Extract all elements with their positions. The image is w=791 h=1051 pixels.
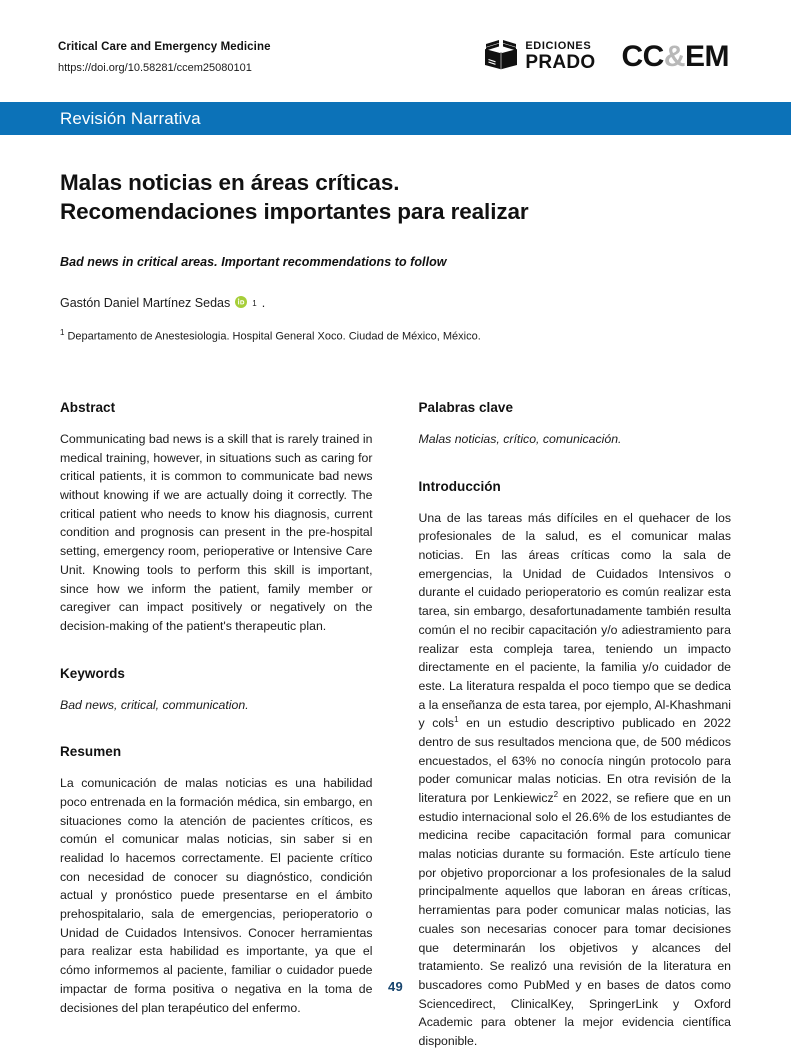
brand-ampersand: & <box>663 39 685 73</box>
palabras-clave-paragraph: Malas noticias, crítico, comunicación. <box>418 432 622 446</box>
open-book-icon <box>484 38 518 75</box>
masthead-journal-info <box>58 38 271 75</box>
page-number: 49 <box>387 979 404 994</box>
palabras-clave-heading: Palabras clave <box>418 400 514 415</box>
publisher-name-line1: EDICIONES <box>525 40 592 52</box>
publisher-logo <box>484 38 595 75</box>
author-line <box>60 296 729 311</box>
abstract-paragraph: Communicating bad news is a skill that is rarely trained in medical training, however, in situations such as caring for critical patients, it is common to communicate bad news without knowing if we are actually doing it correctly. The critical patient who needs to know his diagnosis, current condition and prognosis can present in the pre-hospital setting, emergency room, perioperative or Intensive Care Unit. Knowing tools to perform this skill is important, since how we inform the patient, family member or caregiver can impact positively or negatively on the decision-making of the patient's therapeutic plan. <box>60 432 373 633</box>
introduccion-text-part1: Una de las tareas más difíciles en el quehacer de los profesionales de la salud, es el comunicar malas noticias. En las áreas críticas como la sala de emergencias, la Unidad de Cuidados Intensivos o durante el cuidado perioperatorio es común realizar esta tarea, sin embargo, desafortunadamente también resulta común el no recibir capacitación y/o adiestramiento para realizar esta compleja tarea, teniendo un impacto directamente en el paciente, la familia y/o cuidador de este. La literatura respalda el poco tiempo que se dedica a la enseñanza de esta tarea, por ejemplo, Al-Khashmani y cols <box>418 510 731 731</box>
reference-marker-1[interactable]: 1 <box>454 715 459 725</box>
author-name: Gastón Daniel Martínez Sedas <box>60 296 231 310</box>
article-title-line2: Recomendaciones importantes para realizar <box>60 199 529 225</box>
section-banner <box>0 102 791 135</box>
resumen-heading: Resumen <box>60 744 122 760</box>
keywords-heading: Keywords <box>60 665 125 681</box>
brand-left: CC <box>621 39 664 73</box>
masthead-logos <box>484 38 729 75</box>
article-body-columns <box>60 400 731 1051</box>
affiliation-marker: 1 <box>60 327 65 337</box>
section-banner-label: Revisión Narrativa <box>60 108 201 128</box>
resumen-paragraph: La comunicación de malas noticias es una habilidad poco entrenada en la formación médica, sin embargo, en situaciones como la atención de pacientes críticos, es común el comunicar malas noticias, sin saber si en realidad lo hacemos correctamente. El paciente crítico con necesidad de conocer su diagnóstico, condición actual y pronóstico puede presentarse en el ámbito prehospitalario, sala de emergencias, perioperatorio o Unidad de Cuidados Intensivos. Conocer herramientas para realizar esta habilidad es importante, ya que el cómo informemos al paciente, familiar o cuidador puede impactar de forma positiva o negativa en la toma de decisiones del plan terapéutico del enfermo. <box>60 776 373 1015</box>
masthead <box>0 0 791 102</box>
doi-link[interactable]: https://doi.org/10.58281/ccem25080101 <box>58 61 252 74</box>
journal-name: Critical Care and Emergency Medicine <box>58 41 271 53</box>
author-trailing-punctuation: . <box>261 296 266 310</box>
introduccion-text-part3: en 2022, se refiere que en un estudio internacional solo el 26.6% de los estudiantes de medicina recibe capacitación formal para comunicar malas noticias durante su formación. Este artículo tiene por objetivo proporcionar a los profesionales de la salud principalmente aquellos que laboran en áreas críticas, herramientas para poder comunicar malas noticias, las cuales son necesarias conocer para tomar decisiones que determinarán los objetivos y alcances del tratamiento. Se realizó una revisión de la literatura en buscadores como PubMed y en bases de datos como Sciencedirect, ClinicalKey, SpringerLink y Oxford Academic para obtener la mejor evidencia científica disponible. <box>418 791 731 1048</box>
introduccion-text-part2: en un estudio descriptivo publicado en 2022 dentro de sus resultados menciona que, de 500 médicos encuestados, el 63% no conocía ningún protocolo para poder comunicar malas noticias. En otra revisión de la literatura por Lenkiewicz <box>418 716 731 805</box>
page-footer <box>0 978 791 996</box>
reference-marker-2[interactable]: 2 <box>553 789 559 799</box>
affiliation-line <box>60 328 729 343</box>
title-block <box>60 168 729 342</box>
article-subtitle: Bad news in critical areas. Important recommendations to follow <box>60 254 447 269</box>
publisher-name <box>525 41 595 72</box>
publisher-name-line2: PRADO <box>525 52 596 73</box>
right-column <box>419 400 732 1051</box>
brand-right: EM <box>685 39 729 73</box>
page-title <box>60 168 729 227</box>
introduccion-paragraph <box>419 509 732 1051</box>
keywords-paragraph: Bad news, critical, communication. <box>60 697 249 712</box>
orcid-icon[interactable] <box>235 296 247 311</box>
author-affiliation-marker: 1 <box>252 298 257 308</box>
introduccion-heading: Introducción <box>418 478 501 494</box>
abstract-heading: Abstract <box>60 400 116 415</box>
article-title-line1: Malas noticias en áreas críticas. <box>60 170 400 195</box>
journal-brand-mark <box>621 39 729 73</box>
affiliation-text: Departamento de Anestesiologia. Hospital General Xoco. Ciudad de México, México. <box>67 330 481 343</box>
left-column <box>60 400 373 1051</box>
